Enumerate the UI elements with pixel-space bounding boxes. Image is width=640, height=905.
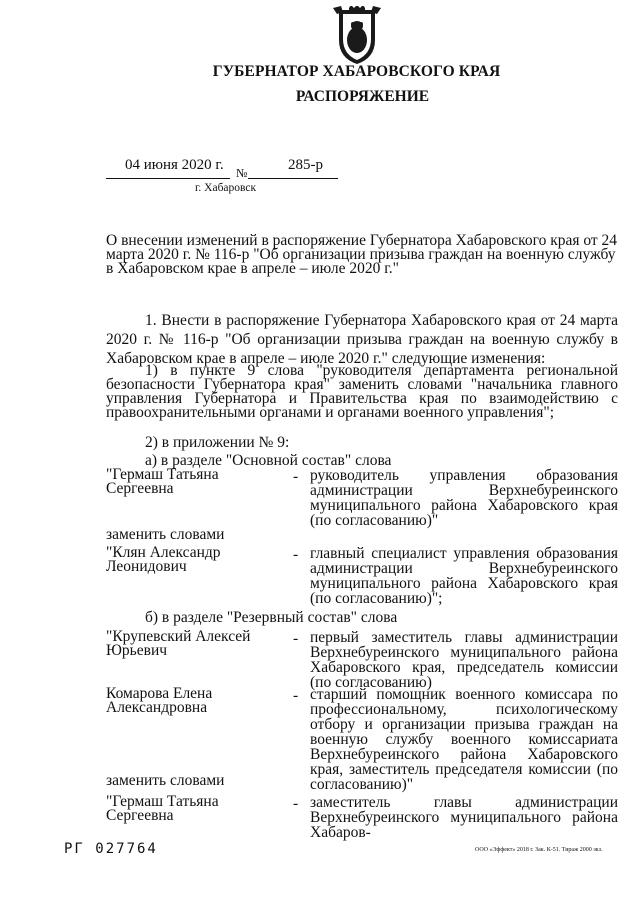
document-type-heading: РАСПОРЯЖЕНИЕ (295, 88, 430, 105)
document-title: О внесении изменений в распоряжение Губернатора Хабаровского края от 24 марта 2020 г. № 116-р "Об организации призыва граждан на военную службу в Хабаровском крае в апреле – июле 2020 г." (106, 232, 618, 277)
paragraph-2 (106, 364, 618, 420)
number-underline (248, 178, 338, 179)
paragraph-1 (106, 311, 618, 368)
member-name: "Крупевский Алексей Юрьевич (106, 628, 251, 659)
member-name: "Гермаш Татьяна Сергеевна (106, 793, 219, 824)
member-dash: - (293, 687, 299, 704)
printer-info: ООО «Эффект» 2018 г. Зак. К-51. Тираж 2000 экз. (475, 847, 603, 853)
form-serial-number: РГ 027764 (64, 841, 158, 857)
member-name: "Гермаш Татьяна Сергеевна (106, 466, 219, 497)
member-position: первый заместитель главы администрации Верхнебуреинского муниципального района Хабаровского края, председатель комиссии (по согласованию) (310, 629, 618, 691)
coat-of-arms-emblem (331, 6, 383, 66)
replace-phrase: заменить словами (106, 526, 225, 543)
member-dash: - (293, 468, 299, 485)
document-number: 285-р (288, 157, 323, 173)
member-name: "Клян Александр Леонидович (106, 544, 221, 575)
member-name: Комарова Елена Александровна (106, 685, 213, 716)
paragraph-2-text: 1) в пункте 9 слова "руководителя департамента региональной безопасности Губернатора края" заменить словами "начальника главного управления Губернатора и Правительства края по взаимодействию с правоохранительными органами и органами военного управления"; (106, 362, 618, 421)
issuer-heading: ГУБЕРНАТОР ХАБАРОВСКОГО КРАЯ (212, 63, 501, 80)
paragraph-3-text: 2) в приложении № 9: (145, 434, 290, 451)
member-position: главный специалист управления образования администрации Верхнебуреинского муниципального района Хабаровского края (по согласованию)"; (310, 545, 618, 607)
replace-phrase: заменить словами (106, 772, 225, 789)
member-position: заместитель главы администрации Верхнебуреинского муниципального района Хабаров- (310, 794, 618, 841)
member-dash: - (293, 630, 299, 647)
member-dash: - (293, 546, 299, 563)
member-position: старший помощник военного комиссара по профессиональному, психологическому отбору и организации призыва граждан на военную службу военного комиссариата Верхнебуреинского района Хабаровского края, заместитель председателя комиссии (по согласованию)" (310, 686, 618, 793)
paragraph-4-text: а) в разделе "Основной состав" слова (145, 452, 392, 469)
document-date: 04 июня 2020 г. (125, 157, 224, 173)
date-underline (106, 178, 230, 179)
paragraph-5-text: б) в разделе "Резервный состав" слова (145, 609, 398, 626)
document-city: г. Хабаровск (195, 182, 257, 194)
paragraph-5 (106, 608, 618, 627)
number-sign: № (236, 166, 248, 180)
member-dash: - (293, 795, 299, 812)
member-position: руководитель управления образования администрации Верхнебуреинского муниципального района Хабаровского края (по согласованию)" (310, 467, 618, 529)
paragraph-3 (106, 433, 618, 452)
paragraph-1-text: 1. Внести в распоряжение Губернатора Хабаровского края от 24 марта 2020 г. № 116-р "Об организации призыва граждан на военную службу в Хабаровском крае в апреле – июле 2020 г." следующие изменения: (106, 312, 618, 367)
